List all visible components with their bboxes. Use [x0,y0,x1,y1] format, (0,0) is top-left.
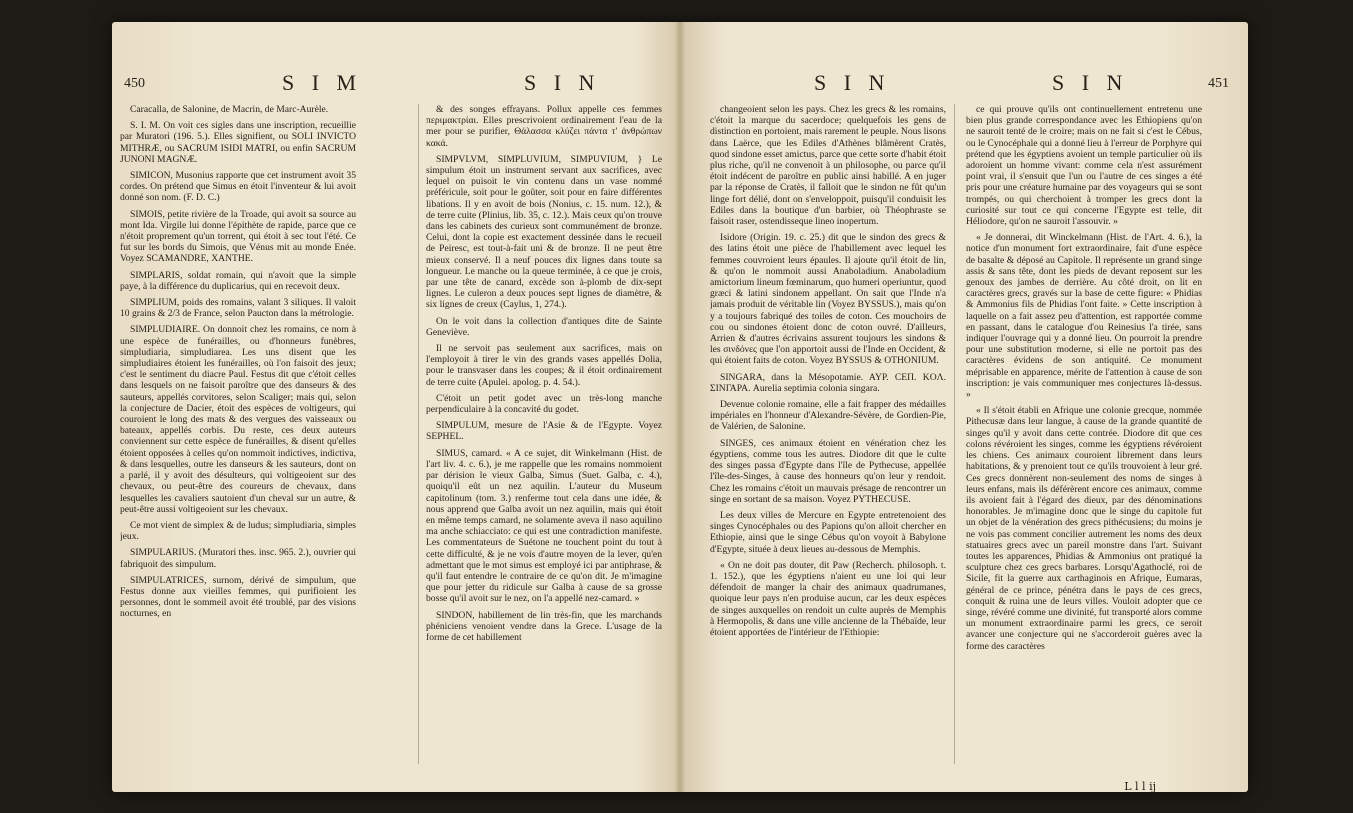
paragraph: Il ne servoit pas seulement aux sacrifices, mais on l'employoit à tirer le vin des grands vases appellés Dolia, pour le transvaser dans les coupes; & il étoit ordinairement de terre cuite (Apulei. apolog. p. 4. 54.). [426,343,662,388]
paragraph: S. I. M. On voit ces sigles dans une inscription, recueillie par Muratori (196. 5.). Elles signifient, ou SOLI INVICTO MITHRÆ, ou SACRUM ISIDI MATRI, ou enfin SACRUM JUNONI MAGNÆ. [120,120,356,165]
paragraph: SIMPULATRICES, surnom, dérivé de simpulum, que Festus donne aux vieilles femmes, qui purifioient les personnes, dont le sommeil avoit été troublé, par des visions nocturnes, en [120,574,356,620]
paragraph: SIMPVLVM, SIMPLUVIUM, SIMPUVIUM, } Le simpulum étoit un instrument servant aux sacrifices, avec lequel on puisoit le vin contenu dans un vase nommé préféricule, soit pour le goûter, soit pour en faire différentes libations. Il y en avoit de bois (Nonius, c. 15. num. 12.), & de terre cuite (Plinius, lib. 35, c. 12.). Mais ceux qu'on trouve dans les cabinets des curieux sont communément de bronze. Celui, dont la copie est exactement dessinée dans le recueil de Peiresc, est tout-à-fait uni & de bronze. Il ne peut être mieux conservé. Il a neuf pouces dix lignes dans toute sa longueur. Le manche ou la queue terminée, à ce que je crois, par une tête de canard, excède son à-plomb de dix-sept lignes. Le culeron a deux pouces sept lignes de diamètre, & six lignes de creux (Caylus, 1, 274.). [426,153,662,311]
paragraph: SIMPLUDIAIRE. On donnoit chez les romains, ce nom à une espèce de funérailles, ou d'honneurs funèbres, simpludiaria, simpludiarea. Les uns disent que les simpludiaires étoient les funérailles, où l'on faisoit des jeux; c'est le sentiment du diacre Paul. Festus dit que c'étoit celles dans lesquels on ne faisoit paroître que des danseurs & des sauteurs, appellés corvitores, selon Scaliger; mais qui, selon la conjecture de Dacier, étoit des espèces de voltigeurs, qui couroient le long des mats & des vergues des vaisseaux ou bateaux, appellés corbis. Du reste, ces deux auteurs conviennent sur cette espèce de funérailles, & disent qu'elles étoient opposées à celles qu'on nommoit indictives, indictiva, & dans lesquelles, outre les danseurs & les sauteurs, dont on a parlé, il y avoit des désulteurs, qui voltigeoient sur des chevaux, ou peut-être des coureurs de chevaux, dans lesquelles les cavaliers sautoient d'un cheval sur un autre, & peut-être aussi voltigeoient sur les chevaux. [120,324,356,515]
paragraph: Caracalla, de Salonine, de Macrin, de Marc-Aurèle. [130,104,329,115]
paragraph: C'étoit un petit godet avec un très-long manche perpendiculaire à la concavité du godet. [426,392,662,416]
text-column [710,104,946,774]
text-column [426,104,662,774]
paragraph: SINDON, habillement de lin très-fin, que les marchands phéniciens venoient vendre dans la Grece. L'usage de la forme de cet habillement [426,609,662,643]
paragraph: « On ne doit pas douter, dit Paw (Recherch. philosoph. t. 1. 152.), que les égyptiens n'aient eu une loi qui leur défendoit de manger la chair des animaux quadrumanes, quoique leur pays n'en produise aucun, car les deux espèces de singes auxquelles on rendoit un culte auprès de Memphis à Hermopolis, & dans une ville ancienne de la Thébaïde, leur étoient apportées de l'intérieur de l'Ethiopie: [710,559,946,638]
paragraph: SINGARA, dans la Mésopotamie. AYP. CEΠ. KOΛ. ΣΙΝΓΑΡΑ. Aurelia septimia colonia singara. [710,371,946,394]
paragraph: Ce mot vient de simplex & de ludus; simpludiaria, simples jeux. [120,519,356,543]
paragraph: « Il s'étoit établi en Afrique une colonie grecque, nommée Pithecusæ dans leur langue, à cause de la grande quantité de singes qu'il y avoit dans cette contrée. Diodore dit que ces colons révéroient les singes, comme les égyptiens révéroient les chiens. Ces animaux couroient librement dans leurs habitations, & y prenoient tout ce qu'ils trouvoient à leur gré. Ces grecs donnèrent non-seulement des noms de singes à leurs enfans, mais ils déférèrent encore ces animaux, comme ils avoient fait à l'égard des dieux, par des dénominations honorables. Je m'imagine donc que le singe du capitole fut un objet de la vénération des grecs pithécusiens; du moins je ne vois pas comment concilier autrement les noms des deux statuaires grecs avec un pareil monstre dans l'art. Suivant toutes les apparences, Phidias & Ammonius ont pratiqué la sculpture chez ces grecs barbares. Lorsqu'Agathoclé, roi de Sicile, fit la guerre aux carthaginois en Afrique, Eumaras, général de ce prince, pénétra dans le pays de ces grecs, conquit & ruina une de leurs villes. Vouloit adopter que ce singe, révéré comme une divinité, fut transporté alors comme un monument extraordinaire parmi les grecs, ce seroit avancer une conjecture qui ne s'accorderoit guères avec la forme des caractères [966,405,1202,652]
paragraph: SIMUS, camard. « A ce sujet, dit Winkelmann (Hist. de l'art liv. 4. c. 6.), je me rappelle que les romains nommoient par dérision le vieux Galba, Simus (Suet. Galba, c. 4.), quoiqu'il eût un nez aquilin. L'auteur du Museum capitolinum (tom. 3.) renferme tout cela dans une idée, & nous apprend que Galba avoit un nez aquilin, mais qui étoit en même temps camard, ne solamente aveva il naso aquilino ma anche schiacciato: ce qui est une contradiction manifeste. Les commentateurs de Suétone ne touchent point du tout à cette difficulté, & je ne vois d'autre moyen de la lever, qu'en admettant que le mot simus est employé ici par antiphrase, & qu'il faut entendre le contraire de ce qu'on dit. Je m'imagine que pour jetter du ridicule sur Galba à cause de sa grosse bosse qu'il avoit sur le nez, on l'a appellé nez-camard. » [426,447,662,605]
paragraph: SIMOIS, petite rivière de la Troade, qui avoit sa source au mont Ida. Virgile lui donne l'épithète de rapide, parce que ce n'étoit proprement qu'un torrent, qui étoit à sec tout l'été. Ce fut sur les bords du Simois, que Vénus mit au monde Enée. Voyez SCAMANDRE, XANTHE. [120,208,356,265]
left-page [112,22,680,792]
running-head: S I M [282,70,363,95]
paragraph: changeoient selon les pays. Chez les grecs & les romains, c'étoit la marque du sacerdoce; quelquefois les gens de distinction en portoient, mais rarement le peuple. Nous lisons dans Laërce, que les Ediles d'Athènes blâmèrent Cratès, quod sindone esset amictus, parce que cette sorte d'habit étoit plus riche, qu'il ne convenoit à un philosophe, ou parce qu'il étoit indécent de paroître en public ainsi habillé. A en juger par la réponse de Cratès, il falloit que le sindon ne fût qu'un linge fort délié, dont on s'enveloppoit, puisqu'il conduisit les Ediles dans la boutique d'un barbier, où Théophraste se faisoit raser, ostendisseque lineo inopertum. [710,104,946,228]
page-number: 450 [124,76,145,91]
paragraph: SIMPULUM, mesure de l'Asie & de l'Egypte. Voyez SEPHEL. [426,420,662,443]
paragraph: SIMPULARIUS. (Muratori thes. insc. 965. 2.), ouvrier qui fabriquoit des simpulum. [120,547,356,570]
text-column [120,104,356,774]
paragraph: & des songes effrayans. Pollux appelle ces femmes περιμακτρίαι. Elles prescrivoient ordinairement l'eau de la mer pour se purifier, Θάλασσα κλύζει πάντα τ' ἀνθρώπων κακά. [426,104,662,149]
running-head: S I N [814,70,891,95]
running-head: S I N [524,70,601,95]
paragraph: SIMPLIUM, poids des romains, valant 3 siliques. Il valoit 10 grains & 2/3 de France, selon Paucton dans la métrologie. [120,297,356,320]
right-page [680,22,1248,792]
running-head: S I N [1052,70,1129,95]
paragraph: On le voit dans la collection d'antiques dite de Sainte Geneviève. [426,315,662,338]
paragraph: « Je donnerai, dit Winckelmann (Hist. de l'Art. 4. 6.), la notice d'un monument fort extraordinaire, fait d'une espèce de basalte & déposé au Capitole. Il représente un grand singe assis & sans tête, dont les pieds de devant reposent sur les genoux des jambes de derrière. Au côté droit, on lit en caractères grecs, gravés sur la base de cette figure: « Phidias & Ammonius fils de Phidias l'ont faite. » Cette inscription à laquelle on a fait assez peu d'attention, est rapportée comme en passant, dans le catalogue d'ou Reinesius l'a tirée, sans indiquer l'ouvrage qui y a donné lieu. On pourroit la prendre pour une substitution moderne, si elle ne portoit pas des caractères évidens de son antiquité. Ce monument méprisable en apparence, mérite de l'attention à cause de son inscription: je vais communiquer mes conjectures là-dessus. » [966,232,1202,401]
left-page-header [112,70,680,98]
paragraph: Les deux villes de Mercure en Egypte entretenoient des singes Cynocéphales ou des Papions qu'on alloit chercher en Ethiopie, ainsi que le singe Cébus qu'on voyoit à Babylone d'Egypte, située à deux lieues au-dessous de Memphis. [710,509,946,555]
page-number: 451 [1208,76,1229,91]
paragraph: SINGES, ces animaux étoient en vénération chez les égyptiens, comme tous les autres. Diodore dit que le culte des singes passa d'Egypte dans l'île de Pythecuse, appellée l'île-des-Singes, à cause des honneurs qu'on leur y rendoit. Chez les romains c'étoit un mauvais présage de rencontrer un singe en sortant de sa maison. Voyez PYTHECUSE. [710,437,946,505]
paragraph: SIMPLARIS, soldat romain, qui n'avoit que la simple paye, à la différence du duplicarius, qui en recevoit deux. [120,269,356,292]
paragraph: SIMICON, Musonius rapporte que cet instrument avoit 35 cordes. On prétend que Simus en étoit l'inventeur & lui avoit donné son nom. (F. D. C.) [120,170,356,204]
signature-mark: L l l ij [1124,780,1156,793]
column-rule [418,104,419,764]
paragraph: ce qui prouve qu'ils ont continuellement entretenu une bien plus grande correspondance avec les Ethiopiens qu'on ne sauroit tenté de le croire; mais on ne fait si c'est le Cébus, ou le Cynocéphale qui a donné lieu à l'erreur de Porphyre qui prétend que les égyptiens avoient un temple particulier où ils adoroient un homme vivant: comme cela n'est assurément point vrai, il s'ensuit que l'un ou l'autre de ces singes a été pris pour une créature humaine par des voyageurs qui se sont trompés, ou qui cherchoient à tromper les grecs dont la curiosité sur tout ce qui concerne l'Egypte est telle, dit Héliodore, qu'on ne sauroit l'assouvir. » [966,104,1202,228]
paragraph: Isidore (Origin. 19. c. 25.) dit que le sindon des grecs & des latins étoit une pièce de l'habillement avec lequel les femmes couvroient leurs épaules. Il ajoute qu'il étoit de lin, & qu'on le nommoit aussi Anaboladium. Anaboladium amictorium lineum fœminarum, quo humeri operiuntur, quod græci & latini sindonem appellant. On sait que l'Inde n'a jamais produit de véritable lin (Voyez BYSSUS.), mais qu'on y a toujours fabriqué des toiles de coton. Ces mouchoirs de cou ou sindones étoient donc de coton ouvré. D'ailleurs, Arrien & d'autres écrivains assurent toujours les sindons & les σινδόνες que l'on apportoit aussi de l'Inde en Occident, & qui étoient faits de coton. Voyez BYSSUS & OTHONIUM. [710,232,946,367]
right-page-header [680,70,1248,98]
text-column [966,104,1202,774]
book-spread [112,22,1248,792]
column-rule [954,104,955,764]
paragraph: Devenue colonie romaine, elle a fait frapper des médailles impériales en l'honneur d'Alexandre-Sévère, de Gordien-Pie, de Valérien, de Salonine. [710,399,946,433]
